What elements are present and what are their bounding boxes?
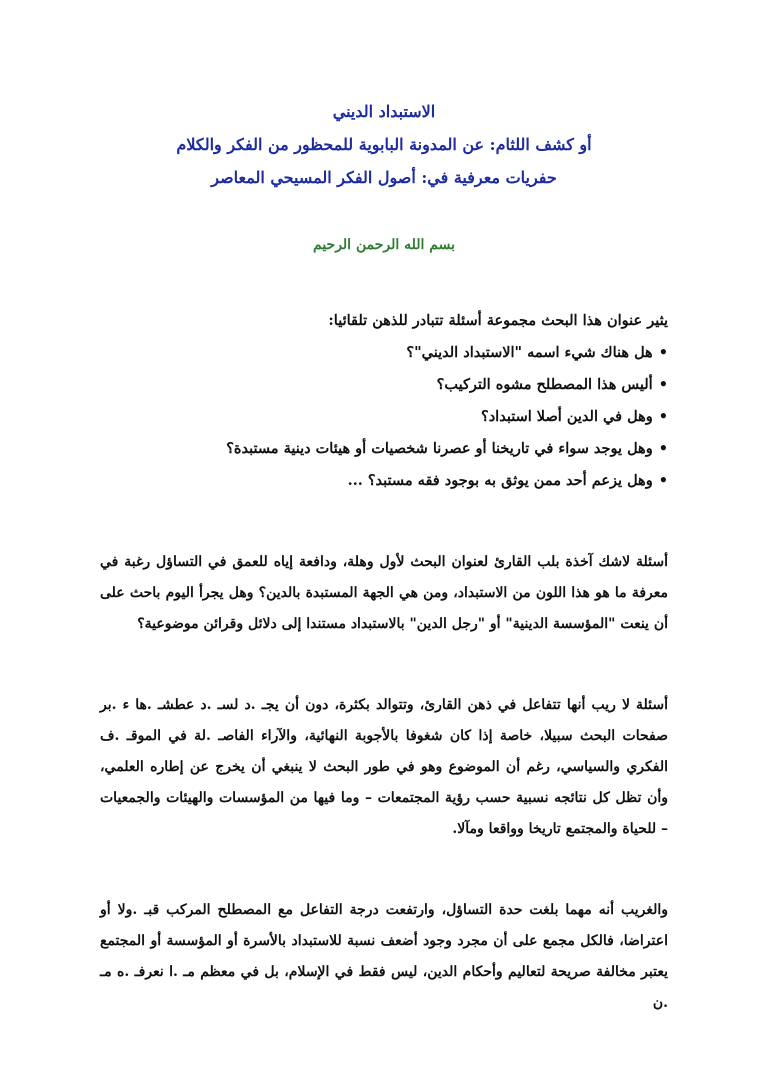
subtitle: أو كشف اللثام: عن المدونة البابوية للمحظور من الفكر والكلام	[176, 135, 592, 154]
question-item: • هل هناك شيء اسمه "الاستبداد الديني"؟	[100, 337, 668, 369]
basmala: بسم الله الرحمن الرحيم	[313, 237, 455, 253]
paragraph-2: أسئلة لا ريب أنها تتفاعل في ذهن القارئ، وتتوالد بكثرة، دون أن يجـ .د لسـ .د عطشـ .ها ء .بر صفحات البحث سبيلا، خاصة إذا كان شغوفا بالأجوبة النهائية، والآراء الفاصـ .لة في الموقـ .ف الفكري والسياسي، رغم أن الموضوع وهو في طور البحث لا ينبغي أن يخرج عن إطاره العلمي، وأن تظل كل نتائجه نسبية حسب رؤية المجتمعات – وما فيها من المؤسسات والهيئات والجمعيات – للحياة والمجتمع تاريخا وواقعا ومآلا.	[100, 697, 668, 837]
sub-subtitle: حفريات معرفية في: أصول الفكر المسيحي المعاصر	[211, 168, 557, 187]
question-item: • وهل في الدين أصلا استبداد؟	[100, 401, 668, 433]
paragraph-3: والغريب أنه مهما بلغت حدة التساؤل، وارتفعت درجة التفاعل مع المصطلح المركب قبـ .ولا أو اعتراضا، فالكل مجمع على أن مجرد وجود أضعف نسبة للاستبداد بالأسرة أو المؤسسة أو المجتمع يعتبر مخالفة صريحة لتعاليم وأحكام الدين، ليس فقط في الإسلام، بل في معظم مـ .ا نعرفـ .ه مـ .ن	[100, 902, 668, 1011]
intro-line: يثير عنوان هذا البحث مجموعة أسئلة تتبادر للذهن تلقائيا:	[328, 312, 668, 329]
question-item: • أليس هذا المصطلح مشوه التركيب؟	[100, 369, 668, 401]
question-item: • وهل يوجد سواء في تاريخنا أو عصرنا شخصيات أو هيئات دينية مستبدة؟	[100, 433, 668, 465]
paragraph-1: أسئلة لاشك آخذة بلب القارئ لعنوان البحث لأول وهلة، ودافعة إياه للعمق في التساؤل رغبة في معرفة ما هو هذا اللون من الاستبداد، ومن هي الجهة المستبدة بالدين؟ وهل يجرأ اليوم باحث على أن ينعت "المؤسسة الدينية" أو "رجل الدين" بالاستبداد مستندا إلى دلائل وقرائن موضوعية؟	[100, 554, 668, 632]
title-block	[100, 95, 668, 194]
main-title: الاستبداد الديني	[332, 102, 436, 121]
questions-list	[100, 337, 668, 497]
question-item: • وهل يزعم أحد ممن يوثق به بوجود فقه مستبد؟ ...	[100, 465, 668, 497]
